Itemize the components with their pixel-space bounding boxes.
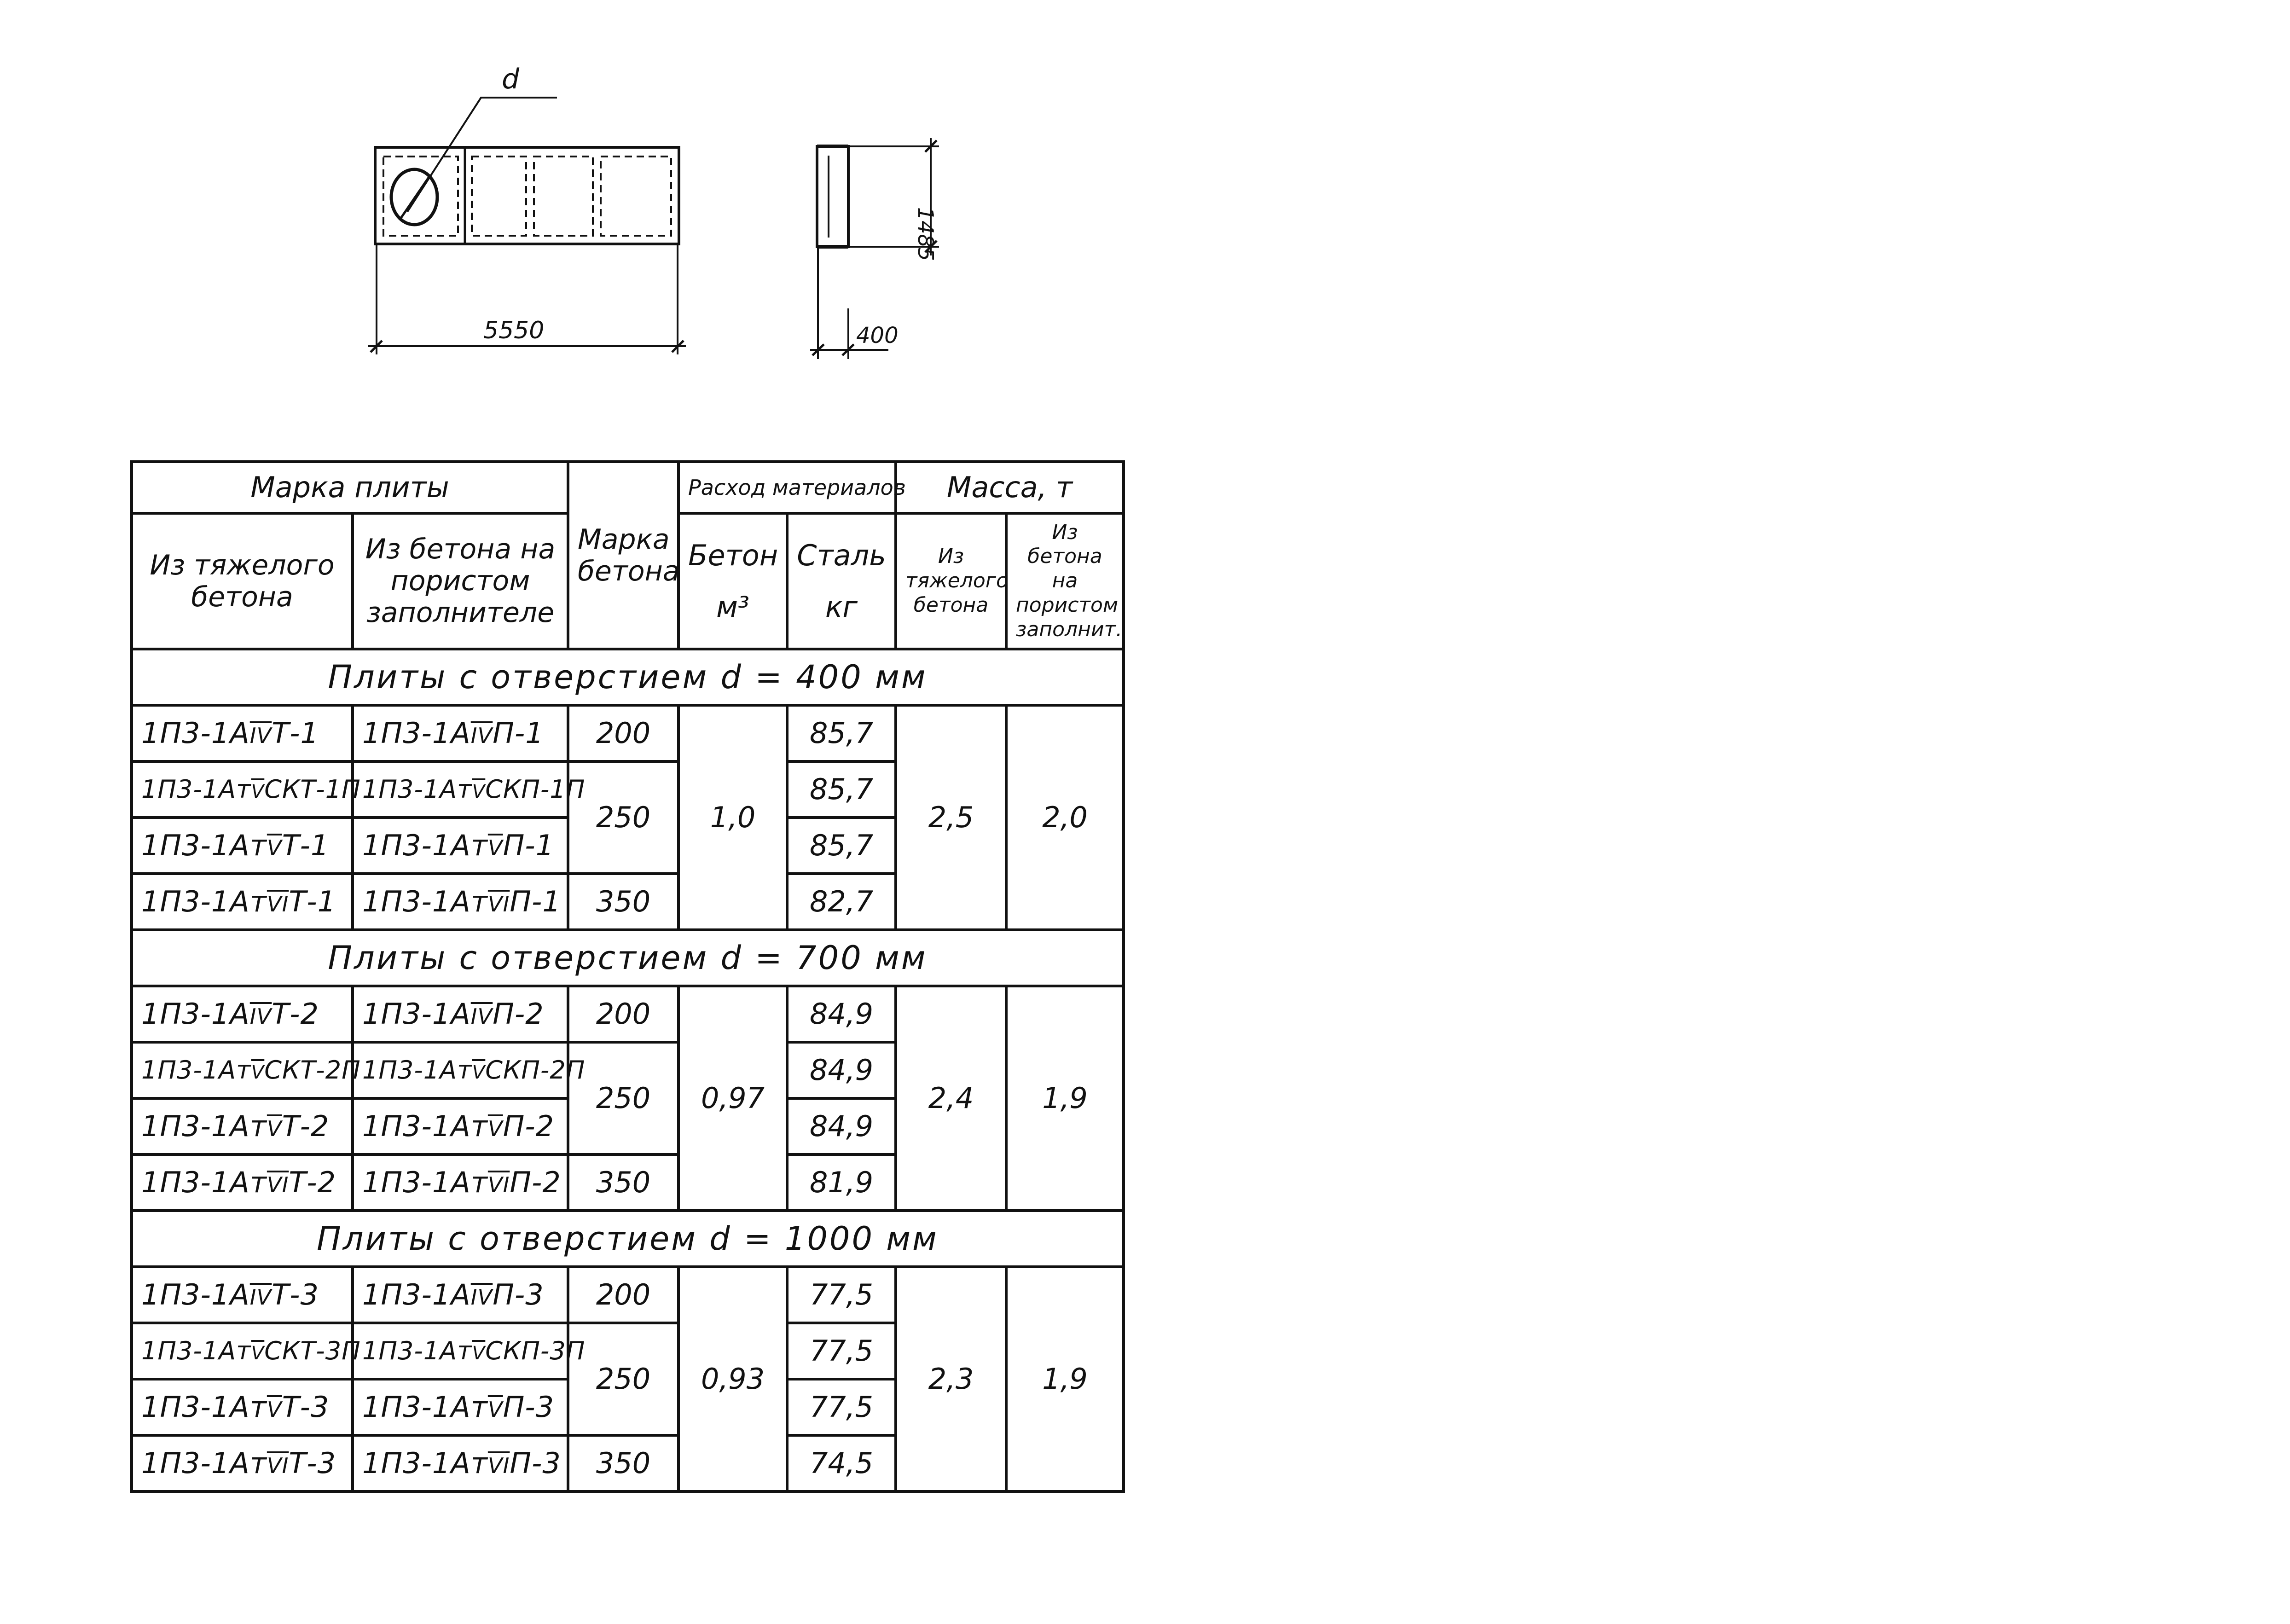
plate-drawing: [0, 0, 2290, 460]
heavy-mark-cell: $1П3-1Ат\overline{V}Т-2$: [132, 1098, 353, 1154]
table-row: [132, 1267, 1124, 1323]
heavy-mark-cell: $1П3-1Ат\overline{VI}Т-3$: [132, 1435, 353, 1491]
porous-mark-cell: $1П3-1Ат\overline{V}СКП-2П$: [353, 1042, 568, 1098]
steel-header: [787, 513, 896, 649]
mass-header: Масса, т: [896, 462, 1124, 513]
mass-heavy-cell: 2,3: [896, 1267, 1006, 1491]
material-consumption-header: Расход материалов: [678, 462, 896, 513]
heavy-concrete-header: Из тяжелого бетона: [132, 513, 353, 649]
porous-mark-cell: $1П3-1А\overline{IV}П-3$: [353, 1267, 568, 1323]
mass-porous-header: Из бетона на пористом заполнит.: [1006, 513, 1124, 649]
grade-cell: 200: [568, 1267, 678, 1323]
porous-mark-cell: $1П3-1Ат\overline{V}П-3$: [353, 1379, 568, 1435]
header-row-1: [132, 462, 1124, 513]
concrete-volume-cell: 0,93: [678, 1267, 787, 1491]
grade-cell: 200: [568, 986, 678, 1042]
mass-porous-cell: 2,0: [1006, 705, 1124, 930]
steel-cell: 84,9: [787, 1042, 896, 1098]
heavy-mark-cell: $1П3-1Ат\overline{V}СКТ-2П$: [132, 1042, 353, 1098]
height-dimension: 1485: [913, 207, 938, 261]
grade-cell: 250: [568, 1323, 678, 1435]
porous-mark-cell: $1П3-1Ат\overline{VI}П-3$: [353, 1435, 568, 1491]
grade-cell: 350: [568, 1435, 678, 1491]
steel-cell: 84,9: [787, 1098, 896, 1154]
plate-outline: [375, 147, 679, 244]
steel-cell: 77,5: [787, 1267, 896, 1323]
table-row: [132, 705, 1124, 761]
mass-heavy-cell: 2,4: [896, 986, 1006, 1211]
length-dimension: 5550: [483, 317, 545, 344]
concrete-header: [678, 513, 787, 649]
side-outline: [817, 146, 848, 247]
section-title-2: Плиты с отверстием d = 700 мм: [132, 930, 1124, 986]
steel-cell: 85,7: [787, 761, 896, 818]
concrete-header-label: Бетон: [688, 539, 778, 573]
heavy-mark-cell: $1П3-1Ат\overline{V}Т-3$: [132, 1379, 353, 1435]
plate-mark-header: Марка плиты: [132, 462, 568, 513]
mass-porous-cell: 1,9: [1006, 986, 1124, 1211]
porous-mark-cell: $1П3-1Ат\overline{V}СКП-3П$: [353, 1323, 568, 1379]
steel-header-label: Сталь: [797, 539, 886, 573]
heavy-mark-cell: $1П3-1А\overline{IV}Т-3$: [132, 1267, 353, 1323]
steel-cell: 74,5: [787, 1435, 896, 1491]
heavy-mark-cell: $1П3-1Ат\overline{VI}Т-2$: [132, 1154, 353, 1211]
section-header-1: [132, 649, 1124, 705]
grade-cell: 200: [568, 705, 678, 761]
porous-mark-cell: $1П3-1Ат\overline{V}СКП-1П$: [353, 761, 568, 818]
heavy-mark-cell: $1П3-1А\overline{IV}Т-1$: [132, 705, 353, 761]
steel-cell: 77,5: [787, 1323, 896, 1379]
steel-cell: 77,5: [787, 1379, 896, 1435]
section-header-3: [132, 1211, 1124, 1267]
porous-mark-cell: $1П3-1А\overline{IV}П-1$: [353, 705, 568, 761]
hole-label: d: [502, 63, 520, 95]
hole-leader-line: [407, 98, 557, 212]
steel-unit: кг: [825, 590, 858, 624]
spec-table: [130, 460, 1125, 1493]
heavy-mark-cell: $1П3-1А\overline{IV}Т-2$: [132, 986, 353, 1042]
steel-cell: 81,9: [787, 1154, 896, 1211]
mass-porous-cell: 1,9: [1006, 1267, 1124, 1491]
porous-concrete-header: Из бетона на пористом заполнителе: [353, 513, 568, 649]
porous-mark-cell: $1П3-1Ат\overline{V}П-1$: [353, 818, 568, 874]
concrete-unit: м³: [716, 590, 749, 624]
porous-mark-cell: $1П3-1Ат\overline{V}П-2$: [353, 1098, 568, 1154]
heavy-mark-cell: $1П3-1Ат\overline{V}СКТ-3П$: [132, 1323, 353, 1379]
porous-mark-cell: $1П3-1Ат\overline{VI}П-1$: [353, 874, 568, 930]
heavy-mark-cell: $1П3-1Ат\overline{V}Т-1$: [132, 818, 353, 874]
thickness-dimension: 400: [856, 323, 899, 348]
concrete-volume-cell: 0,97: [678, 986, 787, 1211]
steel-cell: 85,7: [787, 818, 896, 874]
section-title-1: Плиты с отверстием d = 400 мм: [132, 649, 1124, 705]
void-cell-1: [472, 157, 526, 236]
mass-heavy-cell: 2,5: [896, 705, 1006, 930]
section-header-2: [132, 930, 1124, 986]
grade-cell: 350: [568, 874, 678, 930]
grade-cell: 250: [568, 1042, 678, 1154]
void-cell-3: [601, 157, 671, 236]
table-row: [132, 986, 1124, 1042]
void-cell-2: [534, 157, 593, 236]
steel-cell: 82,7: [787, 874, 896, 930]
concrete-volume-cell: 1,0: [678, 705, 787, 930]
section-title-3: Плиты с отверстием d = 1000 мм: [132, 1211, 1124, 1267]
porous-mark-cell: $1П3-1А\overline{IV}П-2$: [353, 986, 568, 1042]
heavy-mark-cell: $1П3-1Ат\overline{V}СКТ-1П$: [132, 761, 353, 818]
heavy-mark-cell: $1П3-1Ат\overline{VI}Т-1$: [132, 874, 353, 930]
grade-cell: 350: [568, 1154, 678, 1211]
mass-heavy-header: Из тяжелого бетона: [896, 513, 1006, 649]
steel-cell: 84,9: [787, 986, 896, 1042]
front-view: [368, 98, 686, 354]
steel-cell: 85,7: [787, 705, 896, 761]
grade-cell: 250: [568, 761, 678, 874]
concrete-grade-header: Марка бетона: [568, 462, 678, 649]
porous-mark-cell: $1П3-1Ат\overline{VI}П-2$: [353, 1154, 568, 1211]
